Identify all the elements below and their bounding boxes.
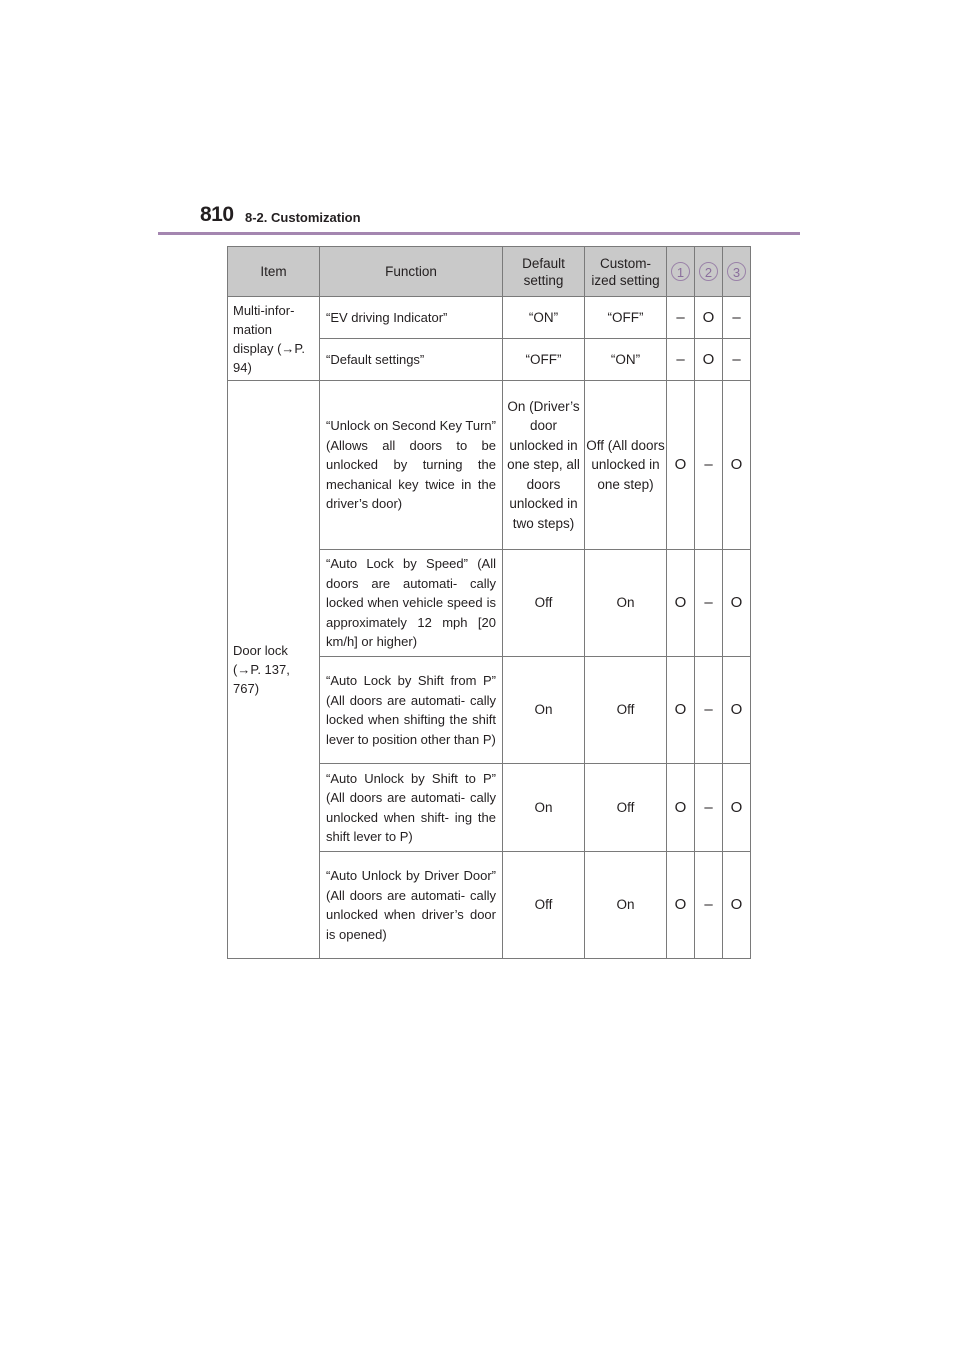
mark-cell-2: –	[695, 657, 723, 764]
mark-cell-1: O	[667, 852, 695, 959]
mark-cell-1: O	[667, 550, 695, 657]
mark-cell-2: O	[695, 297, 723, 339]
function-cell: “Auto Unlock by Shift to P” (All doors are automati- cally unlocked when shift- ing the shift lever to P)	[320, 764, 503, 852]
column-header-3	[723, 247, 751, 297]
function-cell: “Default settings”	[320, 339, 503, 381]
header-divider	[158, 232, 800, 235]
mark-cell-1: O	[667, 764, 695, 852]
default-cell: “OFF”	[503, 339, 585, 381]
mark-cell-3: O	[723, 852, 751, 959]
mark-cell-1: O	[667, 657, 695, 764]
customized-cell: On	[585, 550, 667, 657]
mark-cell-2: O	[695, 339, 723, 381]
customized-cell: Off (All doors unlocked in one step)	[585, 381, 667, 550]
mark-cell-3: O	[723, 550, 751, 657]
circled-number-1: 1	[671, 262, 690, 281]
function-cell: “Auto Lock by Speed” (All doors are automati- cally locked when vehicle speed is approximately 12 mph [20 km/h] or higher)	[320, 550, 503, 657]
function-cell: “Auto Unlock by Driver Door” (All doors are automati- cally unlocked when driver’s door is opened)	[320, 852, 503, 959]
function-cell: “Auto Lock by Shift from P” (All doors are automati- cally locked when shifting the shift lever to position other than P)	[320, 657, 503, 764]
section-title: 8-2. Customization	[245, 210, 361, 225]
item-label: Door lock (→P. 137, 767)	[233, 643, 290, 696]
column-header-1	[667, 247, 695, 297]
default-cell: On	[503, 657, 585, 764]
column-header-default-label: Default setting	[522, 255, 565, 288]
mark-cell-1: O	[667, 381, 695, 550]
default-cell: Off	[503, 550, 585, 657]
table-row	[228, 297, 751, 339]
item-label: Multi-infor- mation display (→P. 94)	[233, 302, 306, 375]
mark-cell-2: –	[695, 764, 723, 852]
mark-cell-1: –	[667, 339, 695, 381]
mark-cell-3: –	[723, 339, 751, 381]
mark-cell-2: –	[695, 381, 723, 550]
circled-number-2: 2	[699, 262, 718, 281]
circled-number-3: 3	[727, 262, 746, 281]
column-header-default	[503, 247, 585, 297]
column-header-customized-label: Custom- ized setting	[591, 255, 660, 288]
column-header-customized	[585, 247, 667, 297]
mark-cell-2: –	[695, 550, 723, 657]
mark-cell-3: O	[723, 657, 751, 764]
mark-cell-3: O	[723, 764, 751, 852]
page-number: 810	[200, 203, 234, 226]
column-header-item: Item	[228, 247, 320, 297]
item-cell-multi-information-display	[228, 297, 320, 381]
default-cell: On	[503, 764, 585, 852]
default-cell: Off	[503, 852, 585, 959]
mark-cell-3: –	[723, 297, 751, 339]
customization-table	[227, 246, 751, 959]
mark-cell-3: O	[723, 381, 751, 550]
function-cell: “EV driving Indicator”	[320, 297, 503, 339]
customized-cell: Off	[585, 657, 667, 764]
function-cell: “Unlock on Second Key Turn” (Allows all doors to be unlocked by turning the mechanical key twice in the driver’s door)	[320, 381, 503, 550]
table-row	[228, 381, 751, 550]
column-header-function: Function	[320, 247, 503, 297]
default-cell: “ON”	[503, 297, 585, 339]
customized-cell: Off	[585, 764, 667, 852]
table-header-row	[228, 247, 751, 297]
customized-cell: On	[585, 852, 667, 959]
mark-cell-1: –	[667, 297, 695, 339]
column-header-2	[695, 247, 723, 297]
customized-cell: “OFF”	[585, 297, 667, 339]
item-cell-door-lock	[228, 381, 320, 959]
mark-cell-2: –	[695, 852, 723, 959]
default-cell: On (Driver’s door unlocked in one step, all doors unlocked in two steps)	[503, 381, 585, 550]
customized-cell: “ON”	[585, 339, 667, 381]
